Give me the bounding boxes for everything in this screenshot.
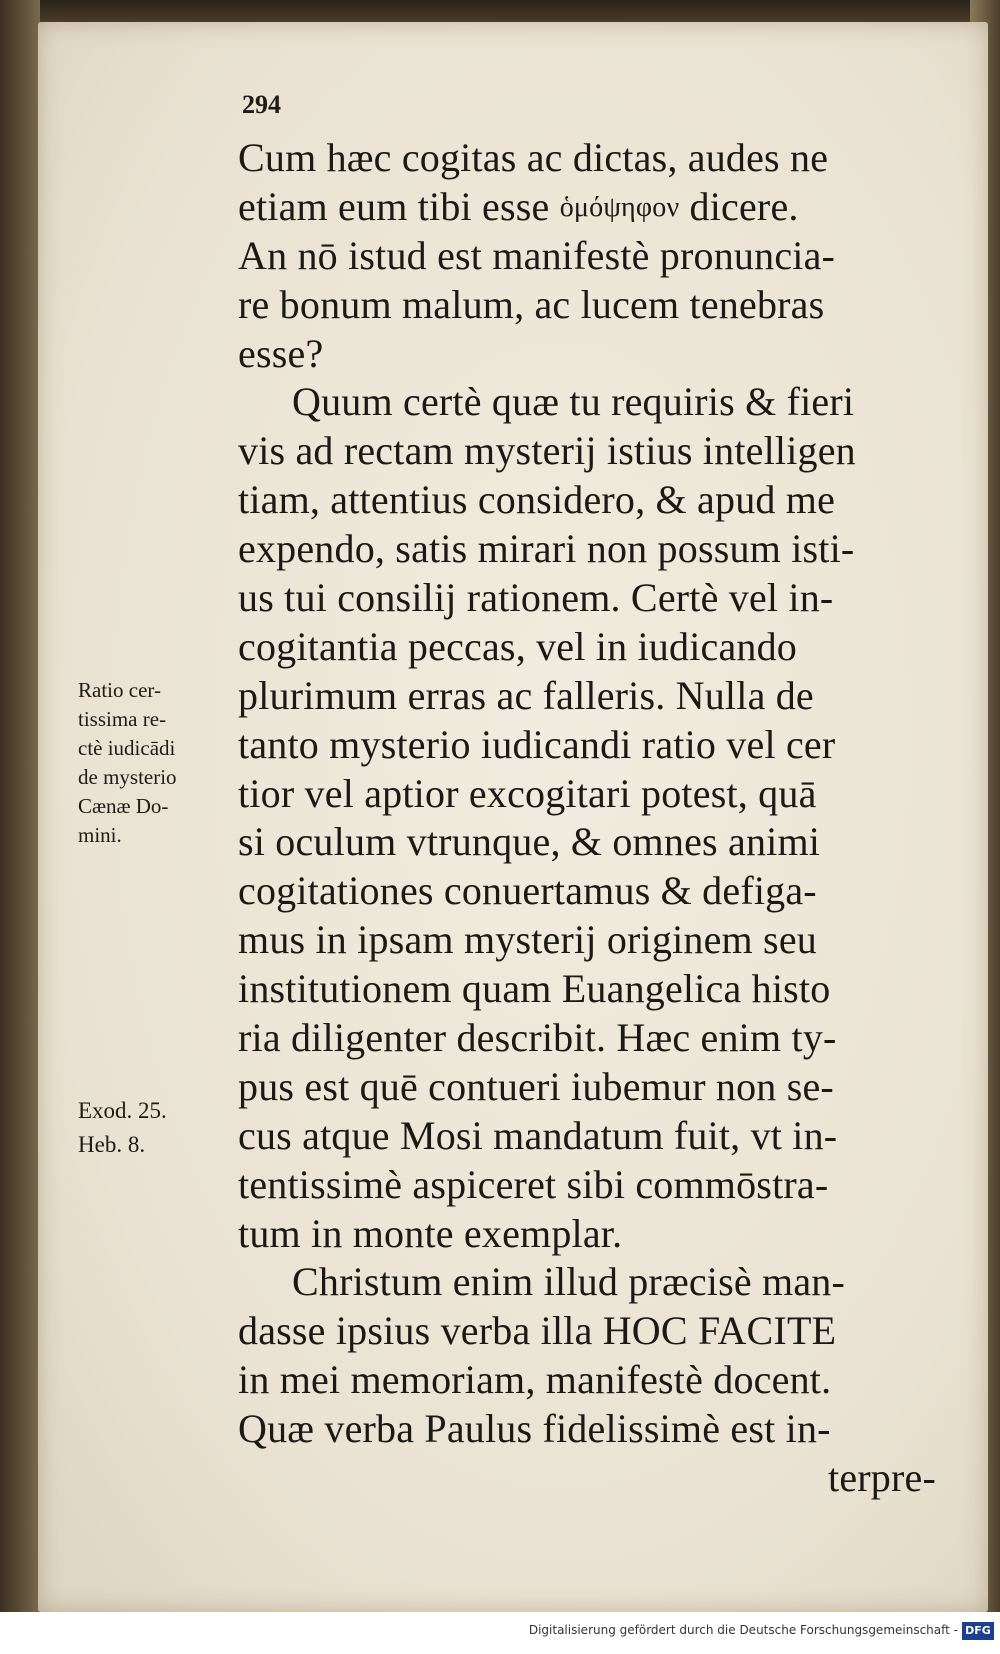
catchword: terpre- <box>828 1455 936 1501</box>
margin-ref-heb: Heb. 8. <box>78 1132 146 1157</box>
footer-credit: Digitalisierung gefördert durch die Deutsche Forschungsgemeinschaft - <box>528 1623 958 1637</box>
text-line-1: Cum hæc cogitas ac dictas, audes ne <box>238 135 829 180</box>
text-line-20: pus est quē contueri iubemur non se- <box>238 1063 834 1109</box>
margin-note-refs <box>78 1094 167 1162</box>
text-line-23: tum in monte exemplar. <box>238 1210 623 1256</box>
margin-note-line: tissima re- <box>78 707 167 731</box>
text-line-24: Christum enim illud præcisè man- <box>292 1259 846 1305</box>
text-line-22: tentissimè aspiceret sibi commōstra- <box>238 1161 829 1207</box>
margin-note-ratio <box>78 676 177 850</box>
text-line-2 <box>238 183 950 232</box>
text-line-2-start: etiam eum tibi esse <box>238 183 560 229</box>
text-line-2-end: dicere. <box>679 183 799 229</box>
scan-frame-left <box>0 0 40 1654</box>
text-line-3: An nō istud est manifestè pronuncia- <box>238 232 836 278</box>
dfg-logo-icon: DFG <box>962 1622 994 1640</box>
greek-word: ὁμόψηφον <box>559 191 680 223</box>
text-line-18: institutionem quam Euangelica histo <box>238 966 831 1012</box>
text-line-21: cus atque Mosi mandatum fuit, vt in- <box>238 1112 838 1158</box>
text-line-27: Quæ verba Paulus fidelissimè est in- <box>238 1406 831 1452</box>
margin-ref-exod: Exod. 25. <box>78 1098 167 1123</box>
text-line-16: cogitationes conuertamus & defiga- <box>238 868 817 914</box>
text-line-10: us tui consilij rationem. Certè vel in- <box>238 575 834 621</box>
text-line-5: esse? <box>238 330 324 376</box>
text-line-9: expendo, satis mirari non possum isti- <box>238 526 855 572</box>
margin-note-line: Ratio cer- <box>78 678 161 702</box>
text-line-13: tanto mysterio iudicandi ratio vel cer <box>238 721 836 767</box>
text-line-14: tior vel aptior excogitari potest, quā <box>238 770 817 816</box>
text-line-7: vis ad rectam mysterij istius intelligen <box>238 428 856 474</box>
text-line-6: Quum certè quæ tu requiris & fieri <box>292 379 855 425</box>
text-line-12: plurimum erras ac falleris. Nulla de <box>238 672 814 718</box>
text-line-8: tiam, attentius considero, & apud me <box>238 477 836 523</box>
margin-note-line: Cænæ Do- <box>78 794 169 818</box>
text-line-4: re bonum malum, ac lucem tenebras <box>238 281 825 327</box>
text-line-19: ria diligenter describit. Hæc enim ty- <box>238 1015 837 1061</box>
main-text-block <box>238 134 950 1503</box>
scan-frame-top <box>0 0 1000 22</box>
digitization-footer <box>0 1612 1000 1654</box>
margin-note-line: mini. <box>78 823 122 847</box>
text-line-17: mus in ipsam mysterij originem seu <box>238 917 817 963</box>
page-number: 294 <box>242 90 281 119</box>
margin-note-line: ctè iudicādi <box>78 736 176 760</box>
text-line-25: dasse ipsius verba illa HOC FACITE <box>238 1308 837 1354</box>
margin-note-line: de mysterio <box>78 765 177 789</box>
text-line-15: si oculum vtrunque, & omnes animi <box>238 819 821 865</box>
text-line-11: cogitantia peccas, vel in iudicando <box>238 623 798 669</box>
text-line-26: in mei memoriam, manifestè docent. <box>238 1357 832 1403</box>
